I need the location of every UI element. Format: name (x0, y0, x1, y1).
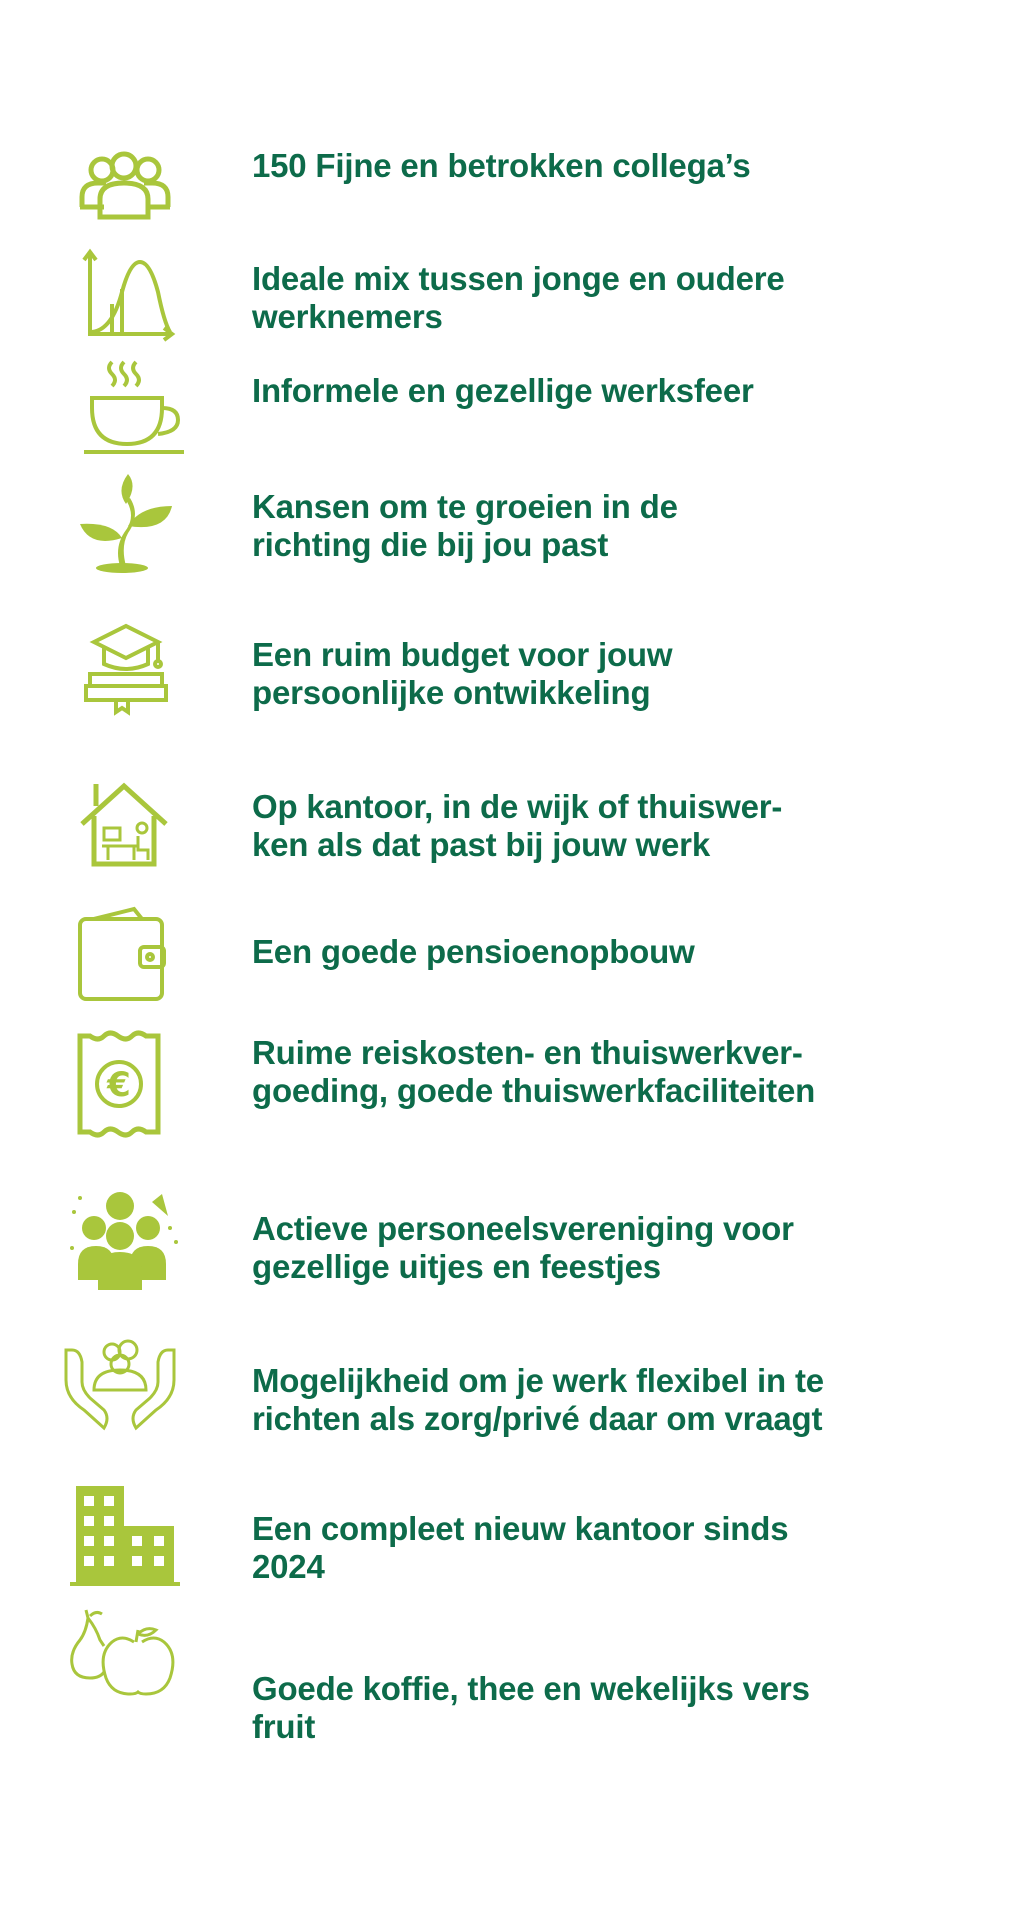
benefit-text (252, 372, 932, 410)
benefit-text (252, 1034, 932, 1110)
benefit-text (252, 1670, 932, 1746)
wallet-icon (60, 905, 190, 1015)
benefit-line-2: werknemers (252, 298, 443, 335)
benefit-line-1: Ideale mix tussen jonge en oudere (252, 260, 785, 297)
benefit-line-1: Kansen om te groeien in de (252, 488, 678, 525)
benefit-text (252, 1210, 932, 1286)
svg-text:€: € (107, 1065, 131, 1105)
benefit-line-1: Mogelijkheid om je werk flexibel in te (252, 1362, 824, 1399)
sprout-plant-icon (60, 468, 190, 578)
benefit-line-2: 2024 (252, 1548, 325, 1585)
benefit-line-1: Een goede pensioenopbouw (252, 933, 695, 970)
party-people-icon (60, 1188, 190, 1298)
pear-apple-icon (60, 1608, 190, 1718)
bell-curve-chart-icon (60, 244, 190, 354)
benefit-text (252, 260, 932, 336)
benefit-line-2: richten als zorg/privé daar om vraagt (252, 1400, 823, 1437)
benefit-text (252, 1510, 932, 1586)
benefit-text (252, 788, 932, 864)
graduation-cap-books-icon (60, 618, 190, 728)
benefit-text (252, 488, 932, 564)
benefit-text (252, 1362, 932, 1438)
benefit-line-2: gezellige uitjes en feestjes (252, 1248, 661, 1285)
benefit-text (252, 636, 932, 712)
benefit-line-2: richting die bij jou past (252, 526, 609, 563)
caring-hands-family-icon (60, 1338, 190, 1448)
benefit-line-1: Informele en gezellige werksfeer (252, 372, 754, 409)
benefit-line-2: goeding, goede thuiswerkfaciliteiten (252, 1072, 816, 1109)
benefit-line-1: Een compleet nieuw kantoor sinds (252, 1510, 789, 1547)
coffee-cup-icon (60, 356, 190, 466)
benefit-text (252, 147, 932, 185)
benefit-line-2: persoonlijke ontwikkeling (252, 674, 651, 711)
benefit-line-1: Goede koffie, thee en wekelijks vers (252, 1670, 810, 1707)
benefit-line-2: fruit (252, 1708, 316, 1745)
office-building-icon (60, 1482, 190, 1592)
benefit-line-1: Een ruim budget voor jouw (252, 636, 673, 673)
benefit-line-2: ken als dat past bij jouw werk (252, 826, 710, 863)
benefit-line-1: Actieve personeelsvereniging voor (252, 1210, 794, 1247)
people-group-icon (60, 145, 190, 255)
benefit-line-1: 150 Fijne en betrokken collega’s (252, 147, 751, 184)
benefit-text (252, 933, 932, 971)
benefit-line-1: Ruime reiskosten- en thuiswerkver- (252, 1034, 803, 1071)
benefit-line-1: Op kantoor, in de wijk of thuiswer- (252, 788, 783, 825)
euro-receipt-icon (60, 1030, 190, 1140)
home-office-icon (60, 774, 190, 884)
